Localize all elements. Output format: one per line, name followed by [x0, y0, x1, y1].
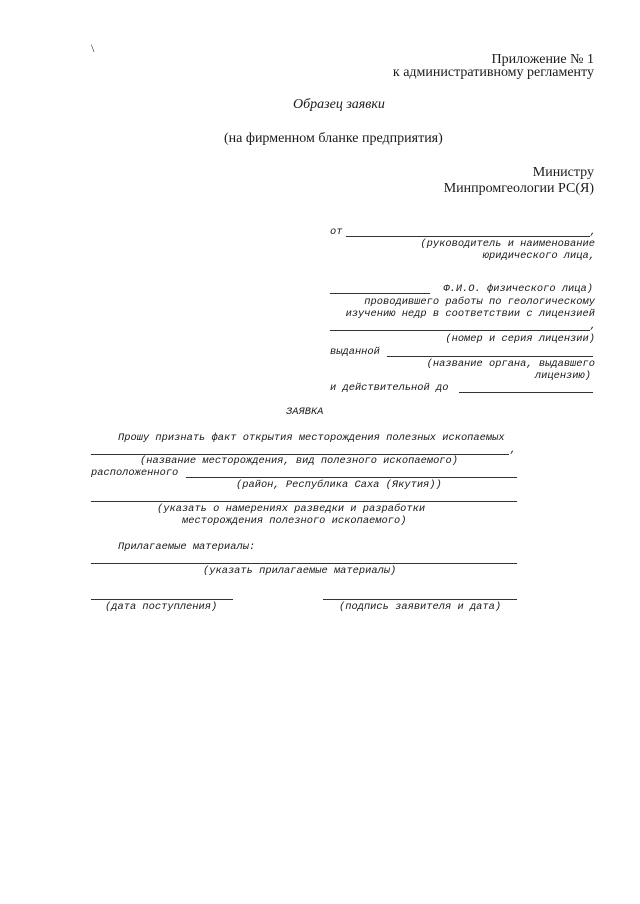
- attachments-line: [91, 563, 517, 564]
- applicant-comma: ,: [590, 226, 597, 238]
- addressee-title: Министру: [532, 165, 594, 180]
- issued-label: выданной: [330, 346, 380, 358]
- work-text-2: изучению недр в соответствии с лицензией: [345, 308, 595, 320]
- license-line: [330, 330, 590, 331]
- issuer-line: [387, 356, 593, 357]
- fio-hint: Ф.И.О. физического лица): [443, 283, 593, 295]
- located-label: расположенного: [91, 467, 179, 479]
- application-heading: ЗАЯВКА: [286, 406, 324, 418]
- request-text: Прошу признать факт открытия месторождения полезных ископаемых: [118, 432, 505, 444]
- intent-hint-1: (указать о намерениях разведки и разработки: [157, 503, 426, 515]
- intent-hint-2: месторождения полезного ископаемого): [182, 515, 407, 527]
- intent-line: [91, 501, 517, 502]
- stray-mark: \: [91, 41, 95, 55]
- valid-until-line: [459, 392, 593, 393]
- appendix-regulation: к административному регламенту: [392, 65, 594, 80]
- region-hint: (район, Республика Саха (Якутия)): [236, 479, 442, 491]
- appendix-number: Приложение № 1: [491, 52, 594, 67]
- letterhead-note: (на фирменном бланке предприятия): [224, 131, 443, 146]
- issuer-hint-1: (название органа, выдавшего: [426, 358, 595, 370]
- signature-hint: (подпись заявителя и дата): [339, 601, 502, 613]
- deposit-hint: (название месторождения, вид полезного ископаемого): [140, 455, 459, 467]
- applicant-hint-2: юридического лица,: [482, 250, 595, 262]
- location-line: [186, 477, 517, 478]
- applicant-hint-1: (руководитель и наименование: [420, 238, 595, 250]
- addressee-ministry: Минпромгеологии РС(Я): [443, 181, 594, 196]
- sample-title: Образец заявки: [293, 97, 385, 112]
- license-comma: ,: [590, 320, 597, 332]
- date-hint: (дата поступления): [105, 601, 218, 613]
- request-comma: ,: [510, 444, 517, 456]
- work-text-1: проводившего работы по геологическому: [364, 296, 595, 308]
- fio-line: [330, 293, 430, 294]
- applicant-name-line: [346, 236, 590, 237]
- date-line: [91, 599, 233, 600]
- signature-line: [323, 599, 517, 600]
- valid-until-label: и действительной до: [330, 382, 449, 394]
- license-hint: (номер и серия лицензии): [445, 333, 595, 345]
- issuer-hint-2: лицензию): [534, 370, 591, 382]
- from-label: от: [330, 226, 343, 238]
- attachments-hint: (указать прилагаемые материалы): [203, 565, 397, 577]
- attachments-label: Прилагаемые материалы:: [118, 541, 256, 553]
